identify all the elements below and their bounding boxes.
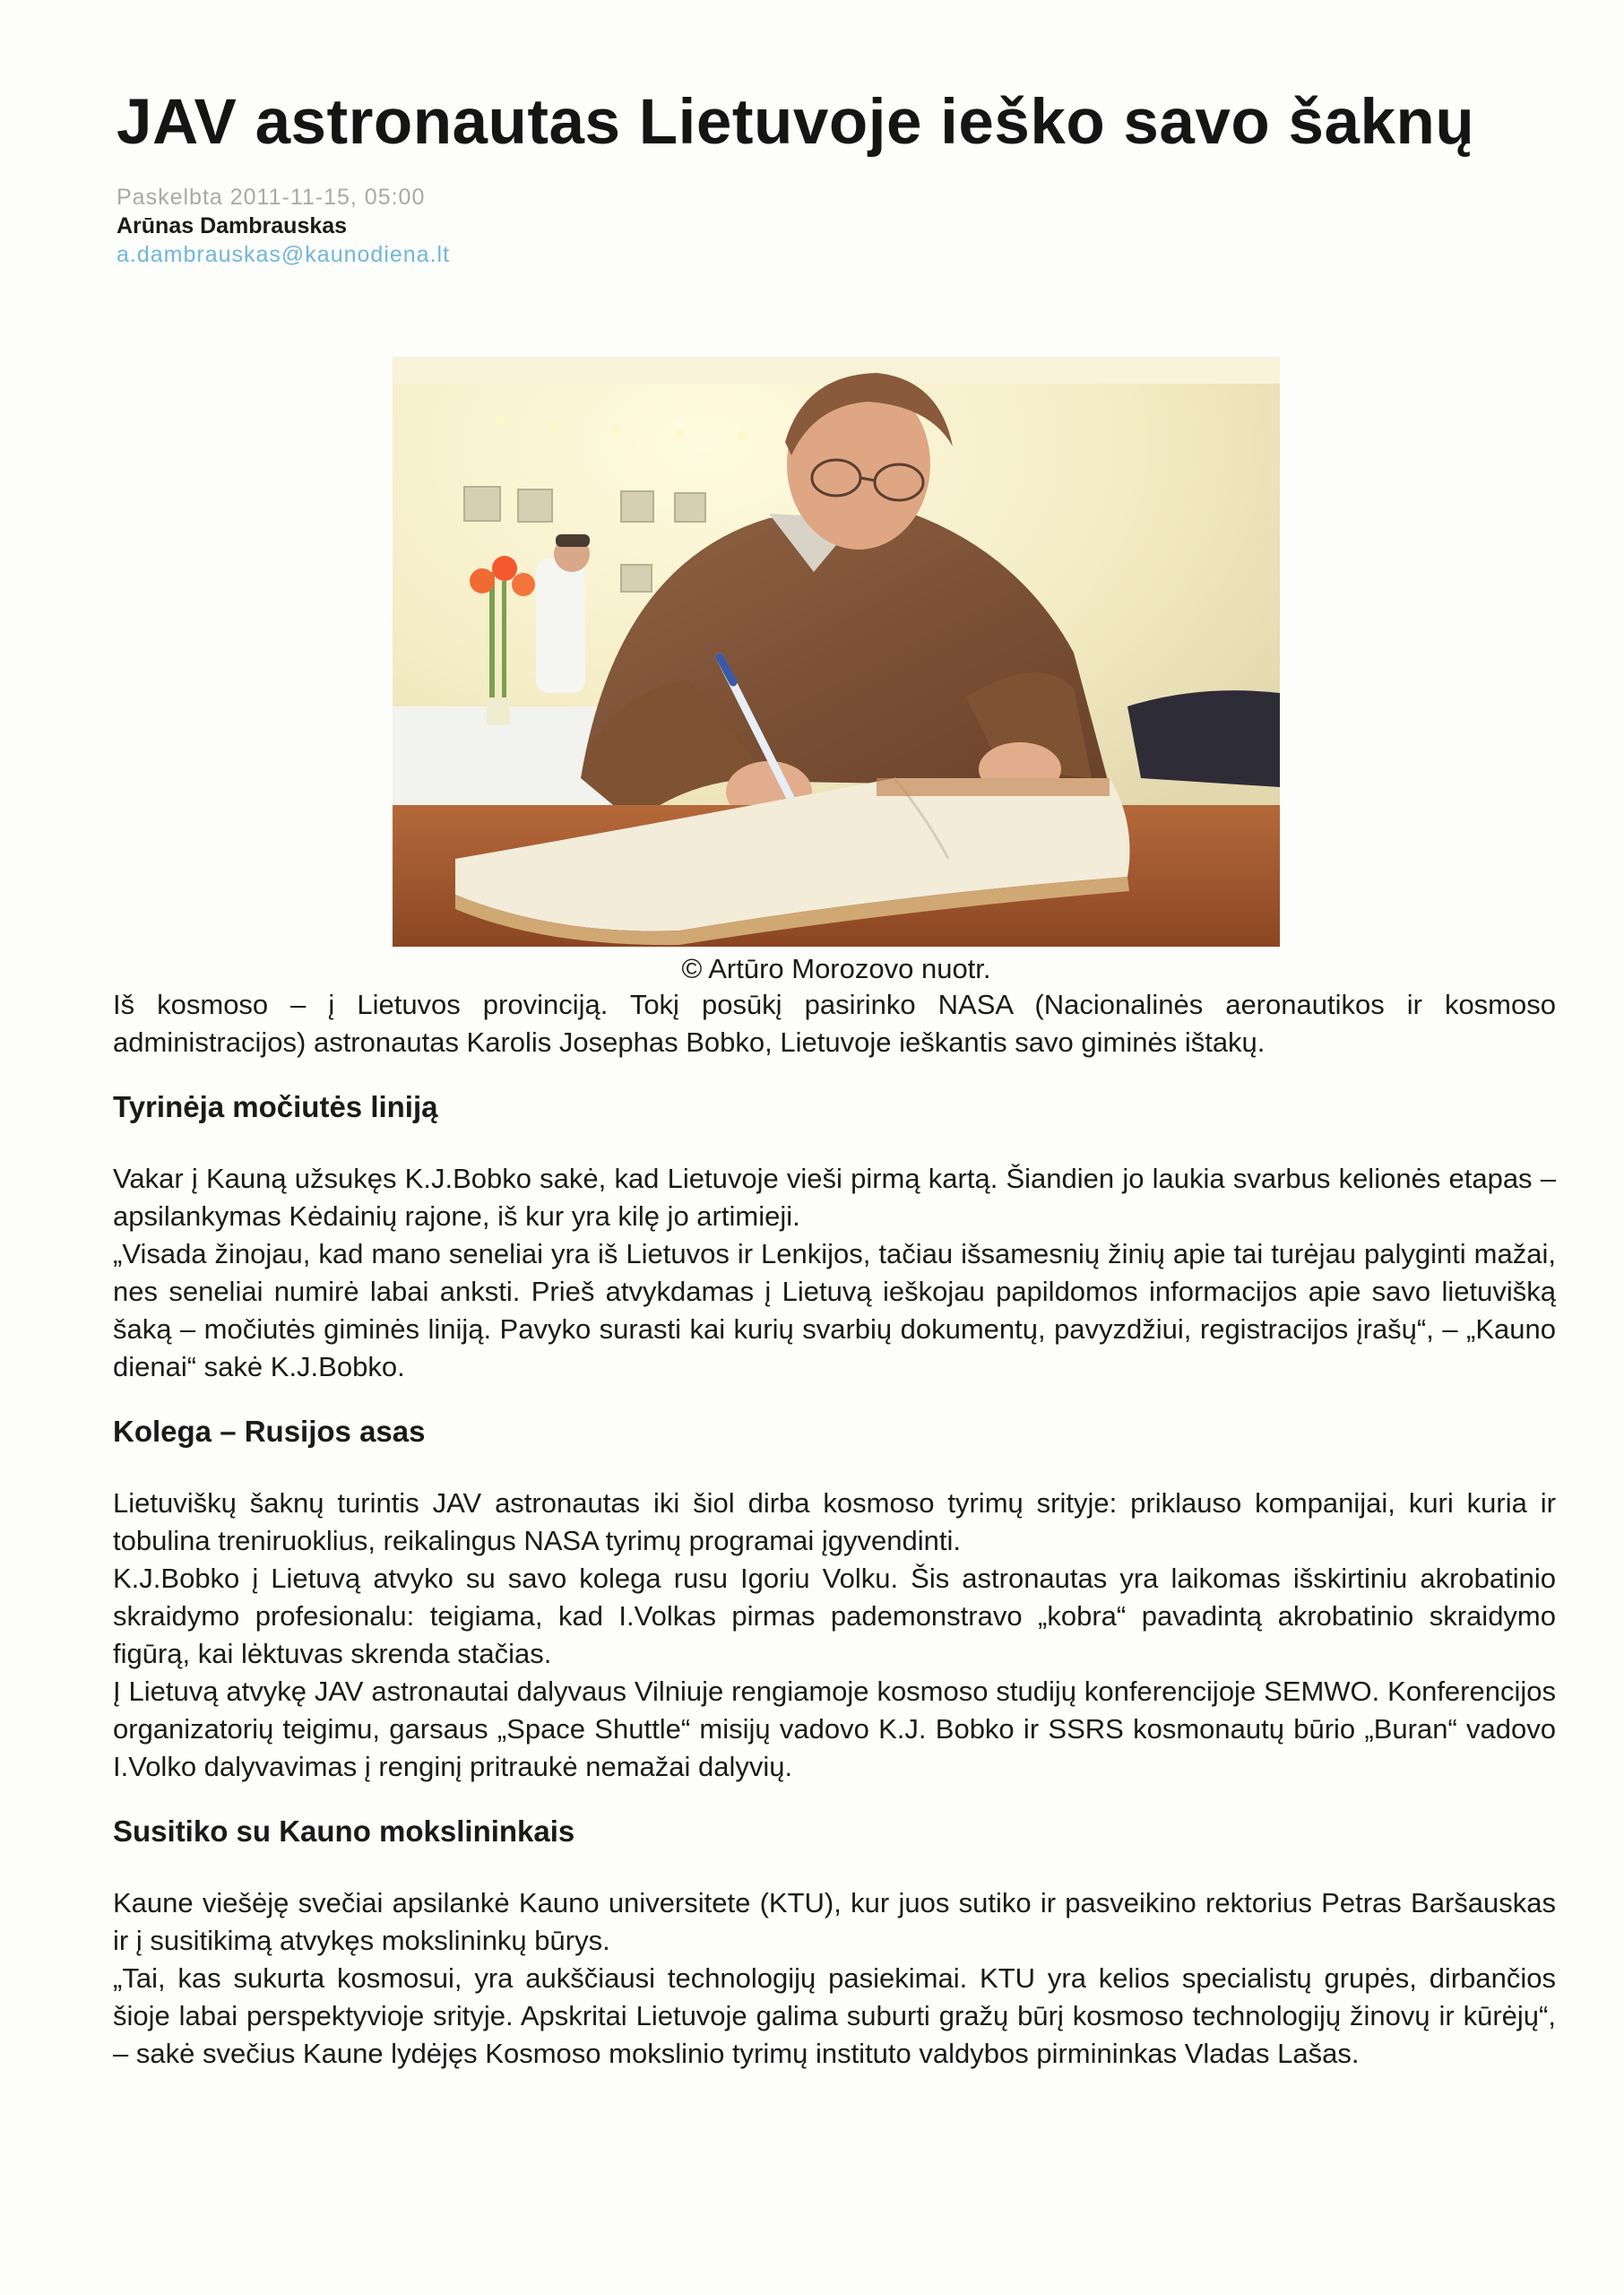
paragraph: Lietuviškų šaknų turintis JAV astronautas iki šiol dirba kosmoso tyrimų srityje: priklauso kompanijai, kuri kuria ir tobulina treniruoklius, reikalingus NASA tyrimų programai įgyvendinti. [113,1487,1556,1556]
paragraph: „Tai, kas sukurta kosmosui, yra aukščiausi technologijų pasiekimai. KTU yra kelios specialistų grupės, dirbančios šioje labai perspektyvioje srityje. Apskritai Lietuvoje galima suburti gražų būrį kosmoso technologijų žinovų ir kūrėjų“, – sakė svečius Kaune lydėjęs Kosmoso mokslinio tyrimų instituto valdybos pirmininkas Vladas Lašas. [113,1962,1556,2069]
article-title: JAV astronautas Lietuvoje ieško savo šaknų [117,87,1475,158]
photo-credit: © Artūro Morozovo nuotr. [681,953,991,984]
paragraph: K.J.Bobko į Lietuvą atvyko su savo kolega rusu Igoriu Volku. Šis astronautas yra laikomas išskirtiniu akrobatinio skraidymo profesionalu: teigiama, kad I.Volkas pirmas pademonstravo „kobra“ pavadintą akrobatinio skraidymo figūrą, kai lėktuvas skrenda stačias. [113,1563,1556,1669]
paragraph: Vakar į Kauną užsukęs K.J.Bobko sakė, kad Lietuvoje vieši pirmą kartą. Šiandien jo laukia svarbus kelionės etapas – apsilankymas Kėdainių rajone, iš kur yra kilę jo artimieji. [113,1163,1556,1232]
paragraph: Kaune viešėję svečiai apsilankė Kauno universitete (KTU), kur juos sutiko ir pasveikino rektorius Petras Baršauskas ir į susitikimą atvykęs mokslininkų būrys. [113,1887,1556,1956]
paragraph: „Visada žinojau, kad mano seneliai yra iš Lietuvos ir Lenkijos, tačiau išsamesnių žinių apie tai turėjau palyginti mažai, nes seneliai numirė labai anksti. Prieš atvykdamas į Lietuvą ieškojau papildomos informacijos apie savo lietuvišką šaką – močiutės giminės liniją. Pavyko surasti kai kurių svarbių dokumentų, pavyzdžiui, registracijos įrašų“, – „Kauno dienai“ sakė K.J.Bobko. [113,1238,1556,1382]
author-name: Arūnas Dambrauskas [117,213,348,238]
article-meta [117,183,923,269]
article-body [113,986,1556,2092]
section-heading: Kolega – Rusijos asas [113,1415,426,1448]
article-intro: Iš kosmoso – į Lietuvos provinciją. Tokį posūkį pasirinko NASA (Nacionalinės aeronautikos ir kosmoso administracijos) astronautas Karolis Josephas Bobko, Lietuvoje ieškantis savo giminės ištakų. [113,989,1556,1058]
author-email-link[interactable]: a.dambrauskas@kaunodiena.lt [117,242,451,267]
paragraph: Į Lietuvą atvykę JAV astronautai dalyvaus Vilniuje rengiamoje kosmoso studijų konferencijoje SEMWO. Konferencijos organizatorių teigimu, garsaus „Space Shuttle“ misijų vadovo K.J. Bobko ir SSRS kosmonautų būrio „Buran“ vadovo I.Volko dalyvavimas į renginį pritraukė nemažai dalyvių. [113,1676,1556,1782]
photo-illustration [393,357,1280,947]
section-heading: Tyrinėja močiutės liniją [113,1090,438,1123]
published-date: Paskelbta 2011-11-15, 05:00 [117,185,426,210]
article-photo [393,357,1280,947]
section-heading: Susitiko su Kauno mokslininkais [113,1814,575,1848]
